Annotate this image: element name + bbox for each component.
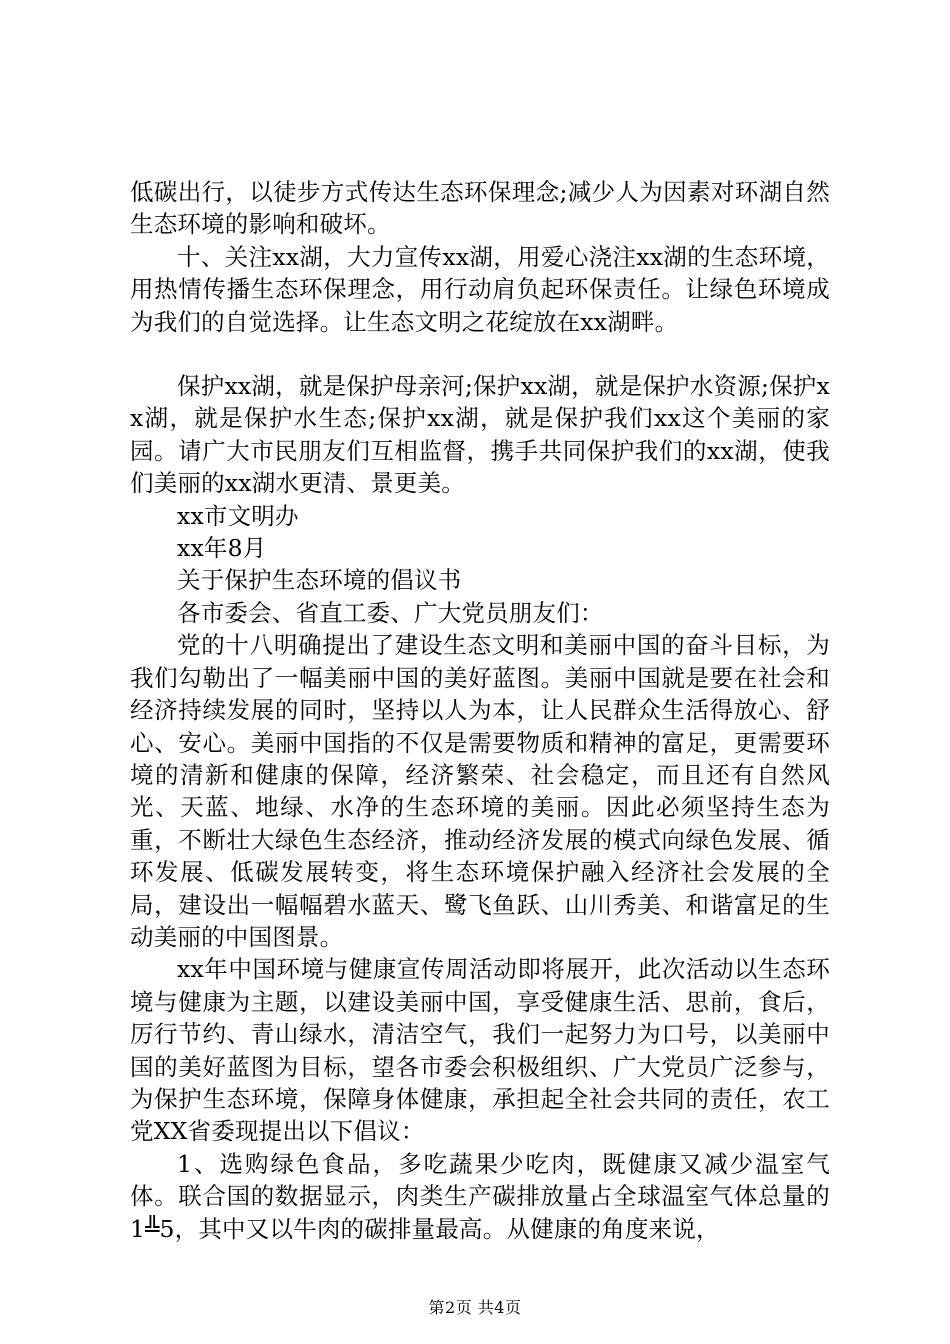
paragraph-protect-lake: 保护xx湖，就是保护母亲河;保护xx湖，就是保护水资源;保护xx湖，就是保护水生态;保护xx湖，就是保护我们xx这个美丽的家园。请广大市民朋友们互相监督，携手共同保护我们的xx湖，使我们美丽的xx湖水更清、景更美。 xyxy=(130,372,830,498)
paragraph-item-ten: 十、关注xx湖，大力宣传xx湖，用爱心浇注xx湖的生态环境，用热情传播生态环保理念，用行动肩负起环保责任。让绿色环境成为我们的自觉选择。让生态文明之花绽放在xx湖畔。 xyxy=(130,242,830,336)
paragraph-health-week: xx年中国环境与健康宣传周活动即将展开，此次活动以生态环境与健康为主题，以建设美丽中国，享受健康生活、思前，食后，厉行节约、青山绿水，清洁空气，我们一起努力为口号，以美丽中国的美好蓝图为目标，望各市委会积极组织、广大党员广泛参与，为保护生态环境，保障身体健康，承担起全社会共同的责任，农工党XX省委现提出以下倡议： xyxy=(130,955,830,1146)
signature-office: xx市文明办 xyxy=(177,501,299,530)
paragraph-gap xyxy=(130,338,830,370)
paragraph-beautiful-china: 党的十八明确提出了建设生态文明和美丽中国的奋斗目标，为我们勾勒出了一幅美丽中国的美好蓝图。美丽中国就是要在社会和经济持续发展的同时，坚持以人为本，让人民群众生活得放心、舒心、安心。美丽中国指的不仅是需要物质和精神的富足，更需要环境的清新和健康的保障，经济繁荣、社会稳定，而且还有自然风光、天蓝、地绿、水净的生态环境的美丽。因此必须坚持生态为重，不断壮大绿色生态经济，推动经济发展的模式向绿色发展、循环发展、低碳发展转变，将生态环境保护融入经济社会发展的全局，建设出一幅幅碧水蓝天、鹭飞鱼跃、山川秀美、和谐富足的生动美丽的中国图景。 xyxy=(130,631,830,951)
signature-date: xx年8月 xyxy=(177,534,267,563)
document-title: 关于保护生态环境的倡议书 xyxy=(177,566,462,595)
page-number: 第2页 共4页 xyxy=(428,1298,522,1317)
document-body xyxy=(130,176,830,1245)
paragraph-continuation: 低碳出行，以徒步方式传达生态环保理念;减少人为因素对环湖自然生态环境的影响和破坏。 xyxy=(130,178,830,239)
paragraph-item-one: 1、选购绿色食品，多吃蔬果少吃肉，既健康又减少温室气体。联合国的数据显示，肉类生产碳排放量占全球温室气体总量的1╩5，其中又以牛肉的碳排量最高。从健康的角度来说， xyxy=(130,1149,830,1243)
salutation: 各市委会、省直工委、广大党员朋友们： xyxy=(177,598,604,627)
